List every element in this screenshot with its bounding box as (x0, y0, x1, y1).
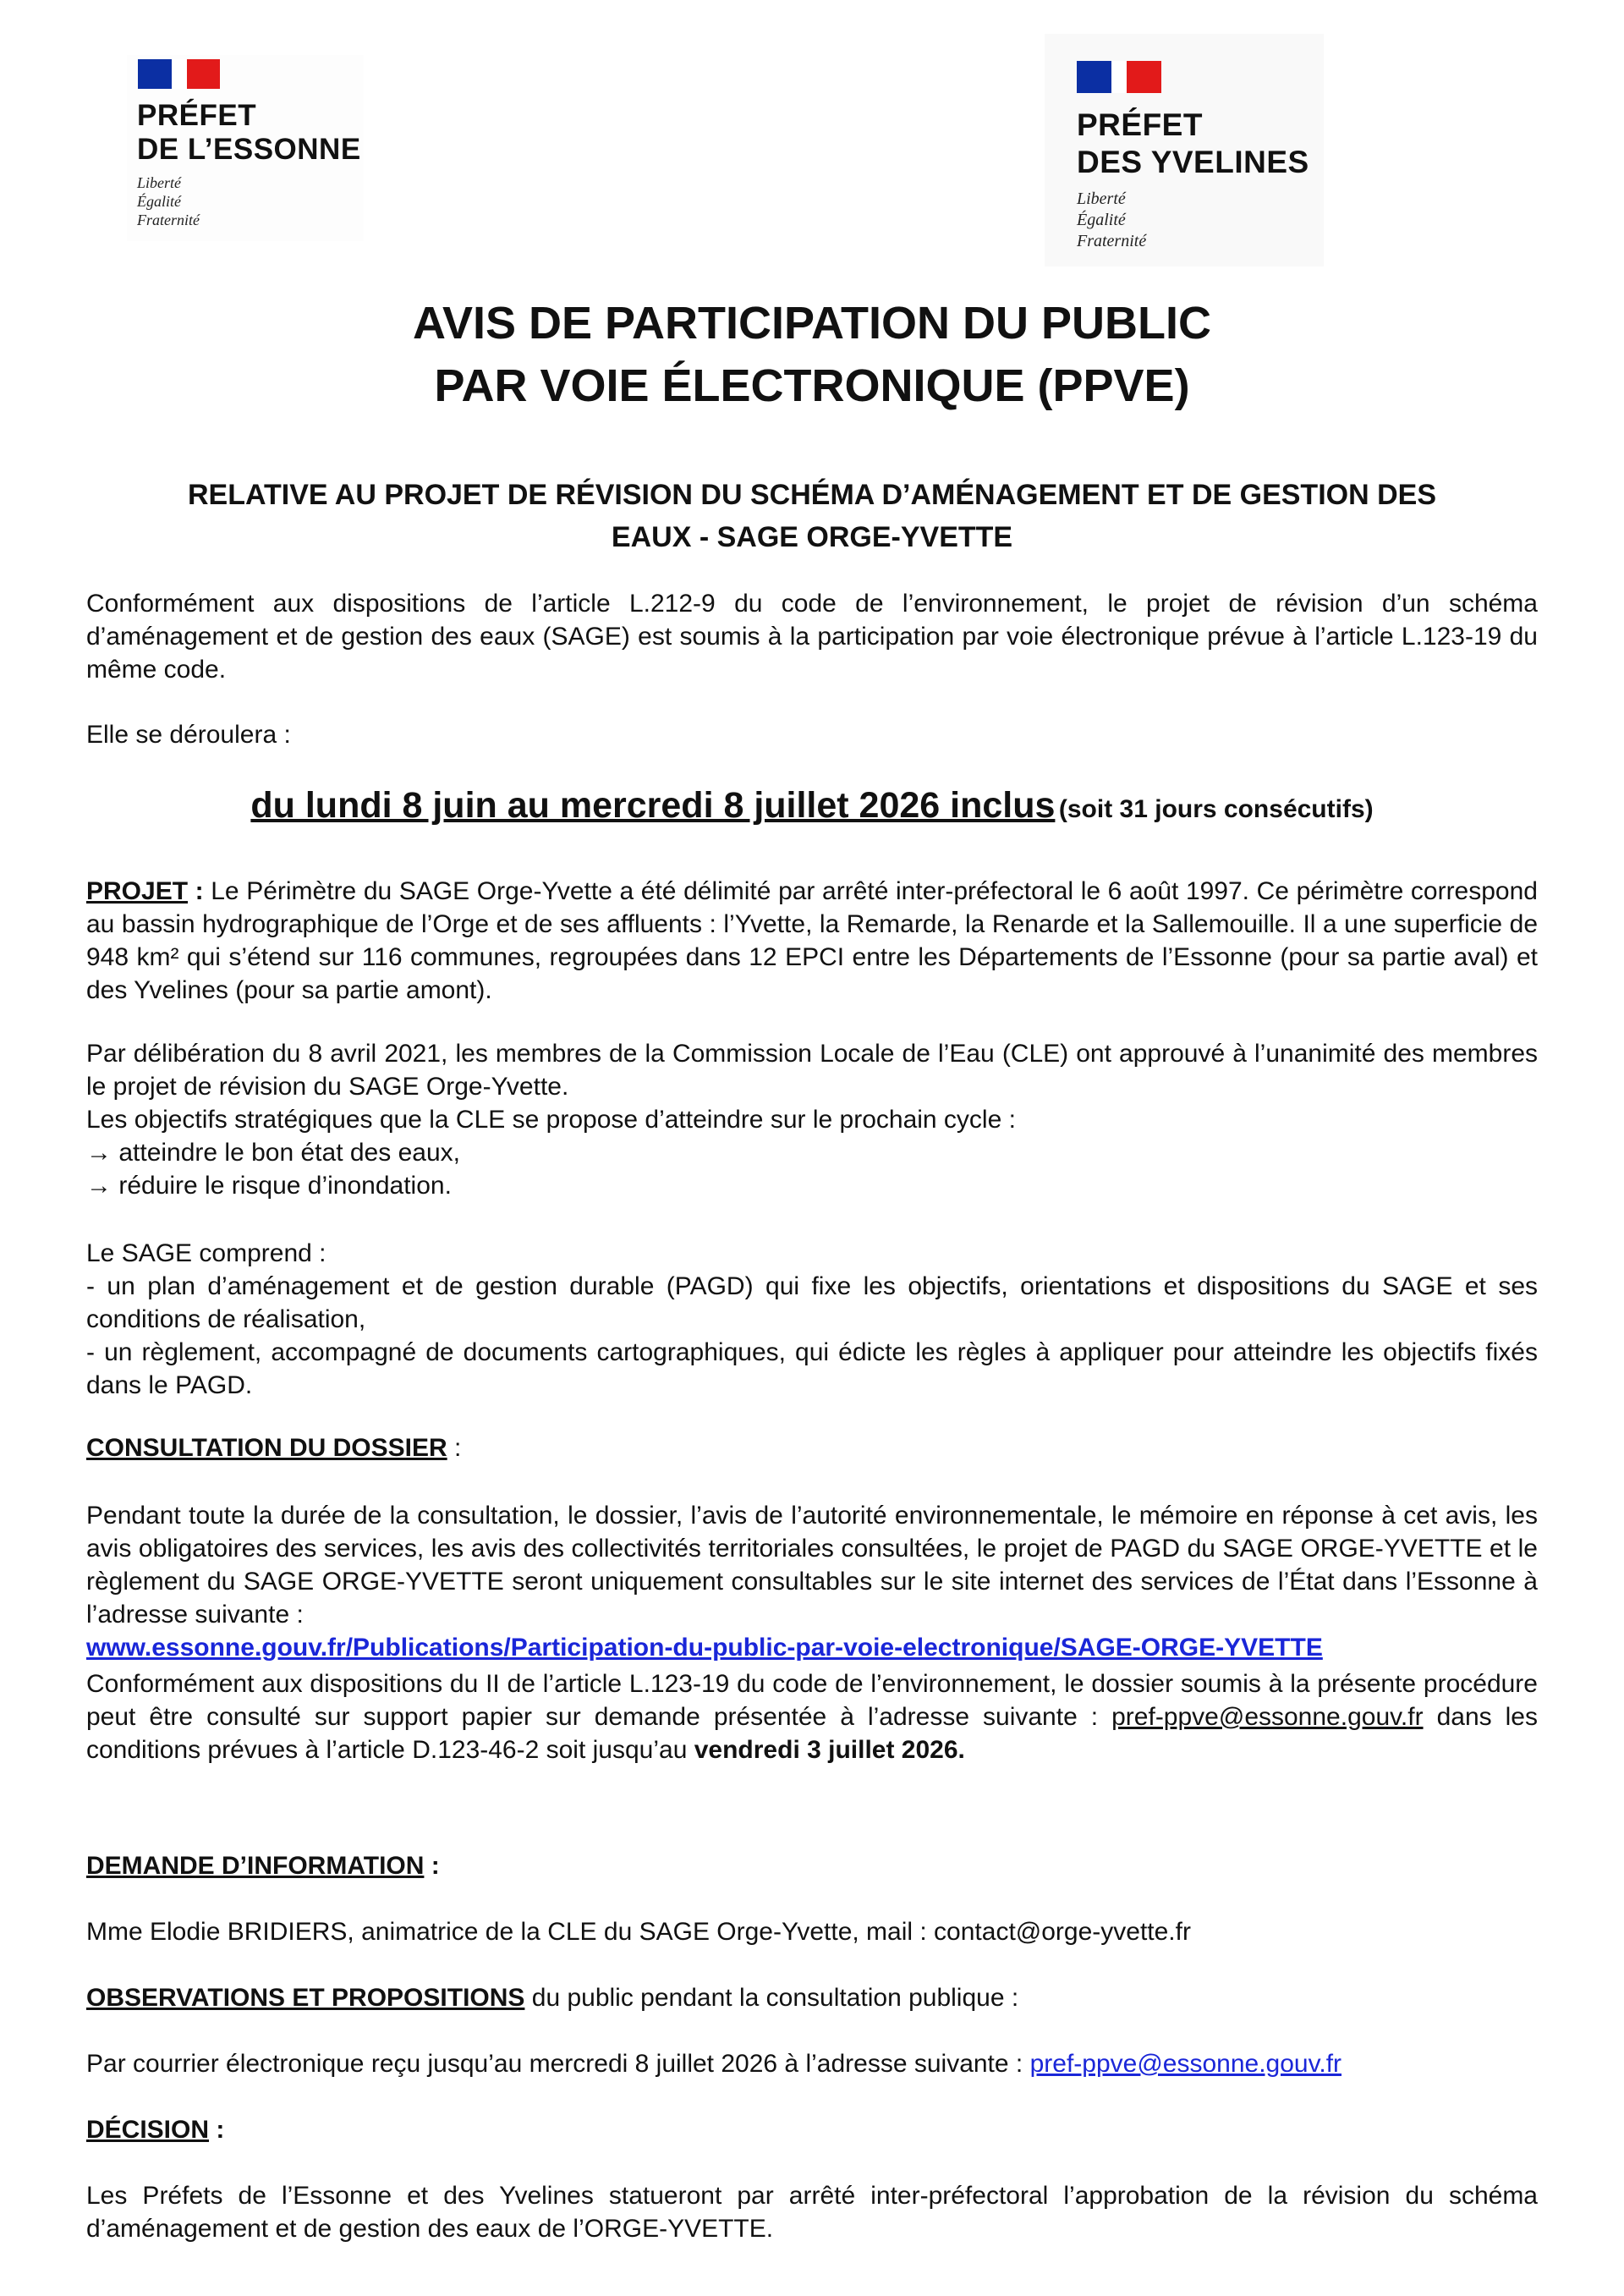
decision-text: Les Préfets de l’Essonne et des Yvelines statueront par arrêté inter-préfectoral l’approbation de la révision du schéma d’aménagement et de gestion des eaux de l’ORGE-YVETTE. (86, 2182, 1538, 2243)
consultation-paragraph: Pendant toute la durée de la consultation, le dossier, l’avis de l’autorité environnementale, le mémoire en réponse à cet avis, les avis obligatoires des services, les avis des collectivités territoriales consultées, le projet de PAGD du SAGE ORGE-YVETTE et le règlement du SAGE ORGE-YVETTE seront uniquement consultables sur le site internet des services de l’État dans l’Essonne à l’adresse suivante : (86, 1502, 1538, 1629)
projet-label: PROJET (86, 877, 189, 905)
logo-motto: Liberté Égalité Fraternité (137, 174, 200, 228)
dates-extra: (soit 31 jours consécutifs) (1058, 795, 1374, 823)
information-heading: DEMANDE D’INFORMATION : (86, 1852, 440, 1880)
sage-intro: Le SAGE comprend : (86, 1239, 326, 1267)
sage-item: - un règlement, accompagné de documents cartographiques, qui édicte les règles à appliquer pour atteindre les objectifs fixés dans le PAGD. (86, 1338, 1538, 1399)
consultation-section (86, 1499, 1538, 1766)
page-title: AVIS DE PARTICIPATION DU PUBLIC PAR VOIE ÉLECTRONIQUE (PPVE) (412, 298, 1212, 411)
logo-motto: Liberté Égalité Fraternité (1077, 190, 1147, 250)
logo-name: PRÉFET DES YVELINES (1077, 107, 1309, 179)
logo-name: PRÉFET DE L’ESSONNE (137, 99, 361, 166)
observations-text: Par courrier électronique reçu jusqu’au mercredi 8 juillet 2026 à l’adresse suivante : pref-ppve@essonne.gouv.fr (86, 2050, 1342, 2078)
paper-email-link[interactable]: pref-ppve@essonne.gouv.fr (1111, 1703, 1424, 1731)
prefet-yvelines-logo (1045, 34, 1324, 266)
sage-item: - un plan d’aménagement et de gestion durable (PAGD) qui fixe les objectifs, orientations et dispositions du SAGE et ses conditions de réalisation, (86, 1272, 1538, 1333)
prefet-essonne-logo (127, 55, 364, 241)
sage-section (86, 1237, 1538, 1402)
intro-section (86, 587, 1538, 751)
projet-section: PROJET : Le Périmètre du SAGE Orge-Yvette a été délimité par arrêté inter-préfectoral le 6 août 1997. Ce périmètre correspond au bassin hydrographique de l’Orge et de ses affluents : l’Yvette, la Remarde, la Renarde et la Sallemouille. Il a une superficie de 948 km² qui s’étend sur 116 communes, regroupées dans 12 EPCI entre les Départements de l’Essonne (pour sa partie aval) et des Yvelines (pour sa partie amont). (86, 877, 1538, 1004)
paper-consultation-paragraph: Conformément aux dispositions du II de l’article L.123-19 du code de l’environnement, le dossier soumis à la présente procédure peut être consulté sur support papier sur demande présentée à l’adresse suivante : pref-ppve@essonne.gouv.fr dans les conditions prévues à l’article D.123-46-2 soit jusqu’au vendredi 3 juillet 2026. (86, 1670, 1538, 1764)
intro-elle: Elle se déroulera : (86, 721, 291, 749)
paper-deadline: vendredi 3 juillet 2026. (694, 1736, 965, 1764)
decision-section (86, 2179, 1538, 2245)
dates-main: du lundi 8 juin au mercredi 8 juillet 2026 inclus (250, 785, 1056, 826)
consultation-url-link[interactable]: www.essonne.gouv.fr/Publications/Participation-du-public-par-voie-electronique/SAGE-ORGE-YVETTE (86, 1634, 1323, 1662)
intro-paragraph: Conformément aux dispositions de l’article L.212-9 du code de l’environnement, le projet de révision d’un schéma d’aménagement et de gestion des eaux (SAGE) est soumis à la participation par voie électronique prévue à l’article L.123-19 du même code. (86, 590, 1538, 684)
deliberation-section (86, 1037, 1538, 1202)
decision-heading: DÉCISION : (86, 2116, 225, 2144)
marianne-flag-icon (1077, 61, 1161, 93)
objectives-intro: Les objectifs stratégiques que la CLE se propose d’atteindre sur le prochain cycle : (86, 1106, 1016, 1134)
objective-item: → atteindre le bon état des eaux, (86, 1139, 460, 1167)
marianne-flag-icon (138, 59, 220, 89)
projet-text: Le Périmètre du SAGE Orge-Yvette a été délimité par arrêté inter-préfectoral le 6 août 1997. Ce périmètre correspond au bassin hydrographique de l’Orge et de ses affluents : l’Yvette, la Remarde, la Renarde et la Sallemouille. Il a une superficie de 948 km² qui s’étend sur 116 communes, regroupées dans 12 EPCI entre les Départements de l’Essonne (pour sa partie aval) et des Yvelines (pour sa partie amont). (86, 877, 1538, 1004)
participation-dates (0, 785, 1624, 827)
page-subtitle: RELATIVE AU PROJET DE RÉVISION DU SCHÉMA D’AMÉNAGEMENT ET DE GESTION DES EAUX - SAGE ORGE-YVETTE (188, 479, 1436, 553)
observations-heading: OBSERVATIONS ET PROPOSITIONS du public pendant la consultation publique : (86, 1984, 1019, 2012)
consultation-heading: CONSULTATION DU DOSSIER : (86, 1434, 462, 1462)
deliberation-paragraph: Par délibération du 8 avril 2021, les membres de la Commission Locale de l’Eau (CLE) ont approuvé à l’unanimité des membres le projet de révision du SAGE Orge-Yvette. (86, 1040, 1538, 1101)
observations-email-link[interactable]: pref-ppve@essonne.gouv.fr (1029, 2050, 1342, 2078)
information-text: Mme Elodie BRIDIERS, animatrice de la CLE du SAGE Orge-Yvette, mail : contact@orge-yvette.fr (86, 1918, 1191, 1946)
objective-item: → réduire le risque d’inondation. (86, 1172, 452, 1200)
